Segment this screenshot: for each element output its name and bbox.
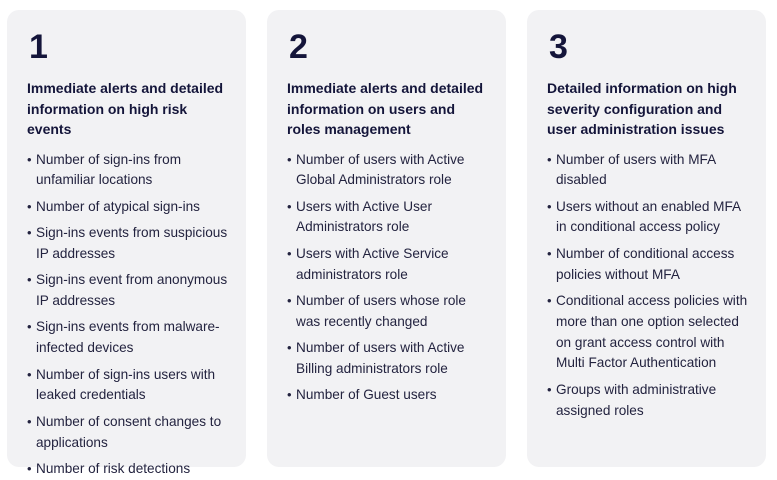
bullet-icon: • — [287, 387, 292, 403]
list-item-text: Number of conditional access policies without MFA — [556, 245, 735, 282]
bullet-icon: • — [27, 198, 32, 214]
list-item — [547, 291, 752, 374]
bullet-icon: • — [547, 198, 552, 214]
bullet-icon: • — [287, 151, 292, 167]
list-item-text: Sign-ins events from suspicious IP addresses — [36, 225, 228, 261]
card-high-risk-events — [7, 10, 246, 477]
bullet-icon: • — [547, 245, 552, 261]
bullet-icon: • — [27, 319, 32, 335]
card-configuration-issues — [527, 10, 766, 467]
card-title: Immediate alerts and detailed information on high risk events — [27, 80, 224, 137]
list-item-text: Number of Guest users — [296, 387, 437, 403]
list-item-text: Number of users with Active Billing administrators role — [296, 340, 465, 377]
card-users-roles-management — [267, 10, 506, 467]
list-item — [547, 380, 752, 422]
list-item-text: Users with Active Service administrators role — [296, 245, 449, 282]
list-item — [287, 244, 492, 286]
card-item-list — [287, 150, 492, 407]
list-item — [27, 317, 232, 359]
card-number: 1 — [29, 28, 48, 66]
list-item — [27, 459, 232, 480]
bullet-icon: • — [287, 340, 292, 356]
bullet-icon: • — [547, 151, 552, 167]
list-item-text: Sign-ins event from anonymous IP addresses — [36, 272, 228, 309]
list-item — [547, 197, 752, 239]
list-item — [27, 150, 232, 192]
bullet-icon: • — [547, 381, 552, 397]
list-item-text: Number of atypical sign-ins — [36, 198, 200, 214]
card-title: Detailed information on high severity configuration and user administration issues — [547, 80, 737, 137]
list-item — [287, 338, 492, 380]
bullet-icon: • — [27, 366, 32, 382]
list-item — [27, 270, 232, 312]
bullet-icon: • — [287, 198, 292, 214]
list-item-text: Sign-ins events from malware-infected devices — [36, 319, 220, 356]
bullet-icon: • — [27, 151, 32, 167]
card-title: Immediate alerts and detailed information on users and roles management — [287, 80, 484, 137]
bullet-icon: • — [27, 225, 32, 241]
list-item — [27, 223, 232, 265]
list-item-text: Number of sign-ins from unfamiliar locations — [36, 151, 182, 188]
card-number: 2 — [289, 28, 308, 66]
bullet-icon: • — [287, 245, 292, 261]
card-item-list — [547, 150, 752, 422]
list-item-text: Number of risk detections — [36, 461, 191, 477]
bullet-icon: • — [27, 461, 32, 477]
list-item-text: Number of users whose role was recently changed — [296, 293, 466, 329]
list-item-text: Number of sign-ins users with leaked credentials — [36, 366, 216, 403]
bullet-icon: • — [547, 293, 552, 309]
list-item — [287, 385, 492, 406]
list-item-text: Users with Active User Administrators role — [296, 198, 432, 235]
list-item — [27, 365, 232, 407]
list-item-text: Conditional access policies with more than one option selected on grant access control with Multi Factor Authentication — [556, 293, 748, 371]
list-item-text: Number of consent changes to applications — [36, 413, 222, 450]
list-item — [547, 150, 752, 192]
bullet-icon: • — [27, 272, 32, 288]
list-item — [287, 291, 492, 333]
list-item-text: Users without an enabled MFA in conditional access policy — [556, 198, 741, 235]
card-number: 3 — [549, 28, 568, 66]
list-item-text: Groups with administrative assigned roles — [556, 381, 717, 418]
bullet-icon: • — [287, 293, 292, 309]
list-item-text: Number of users with MFA disabled — [556, 151, 716, 188]
bullet-icon: • — [27, 413, 32, 429]
list-item — [27, 412, 232, 454]
list-item — [287, 150, 492, 192]
list-item — [547, 244, 752, 286]
card-item-list — [27, 150, 232, 480]
list-item — [287, 197, 492, 239]
list-item-text: Number of users with Active Global Administrators role — [296, 151, 465, 188]
list-item — [27, 197, 232, 218]
